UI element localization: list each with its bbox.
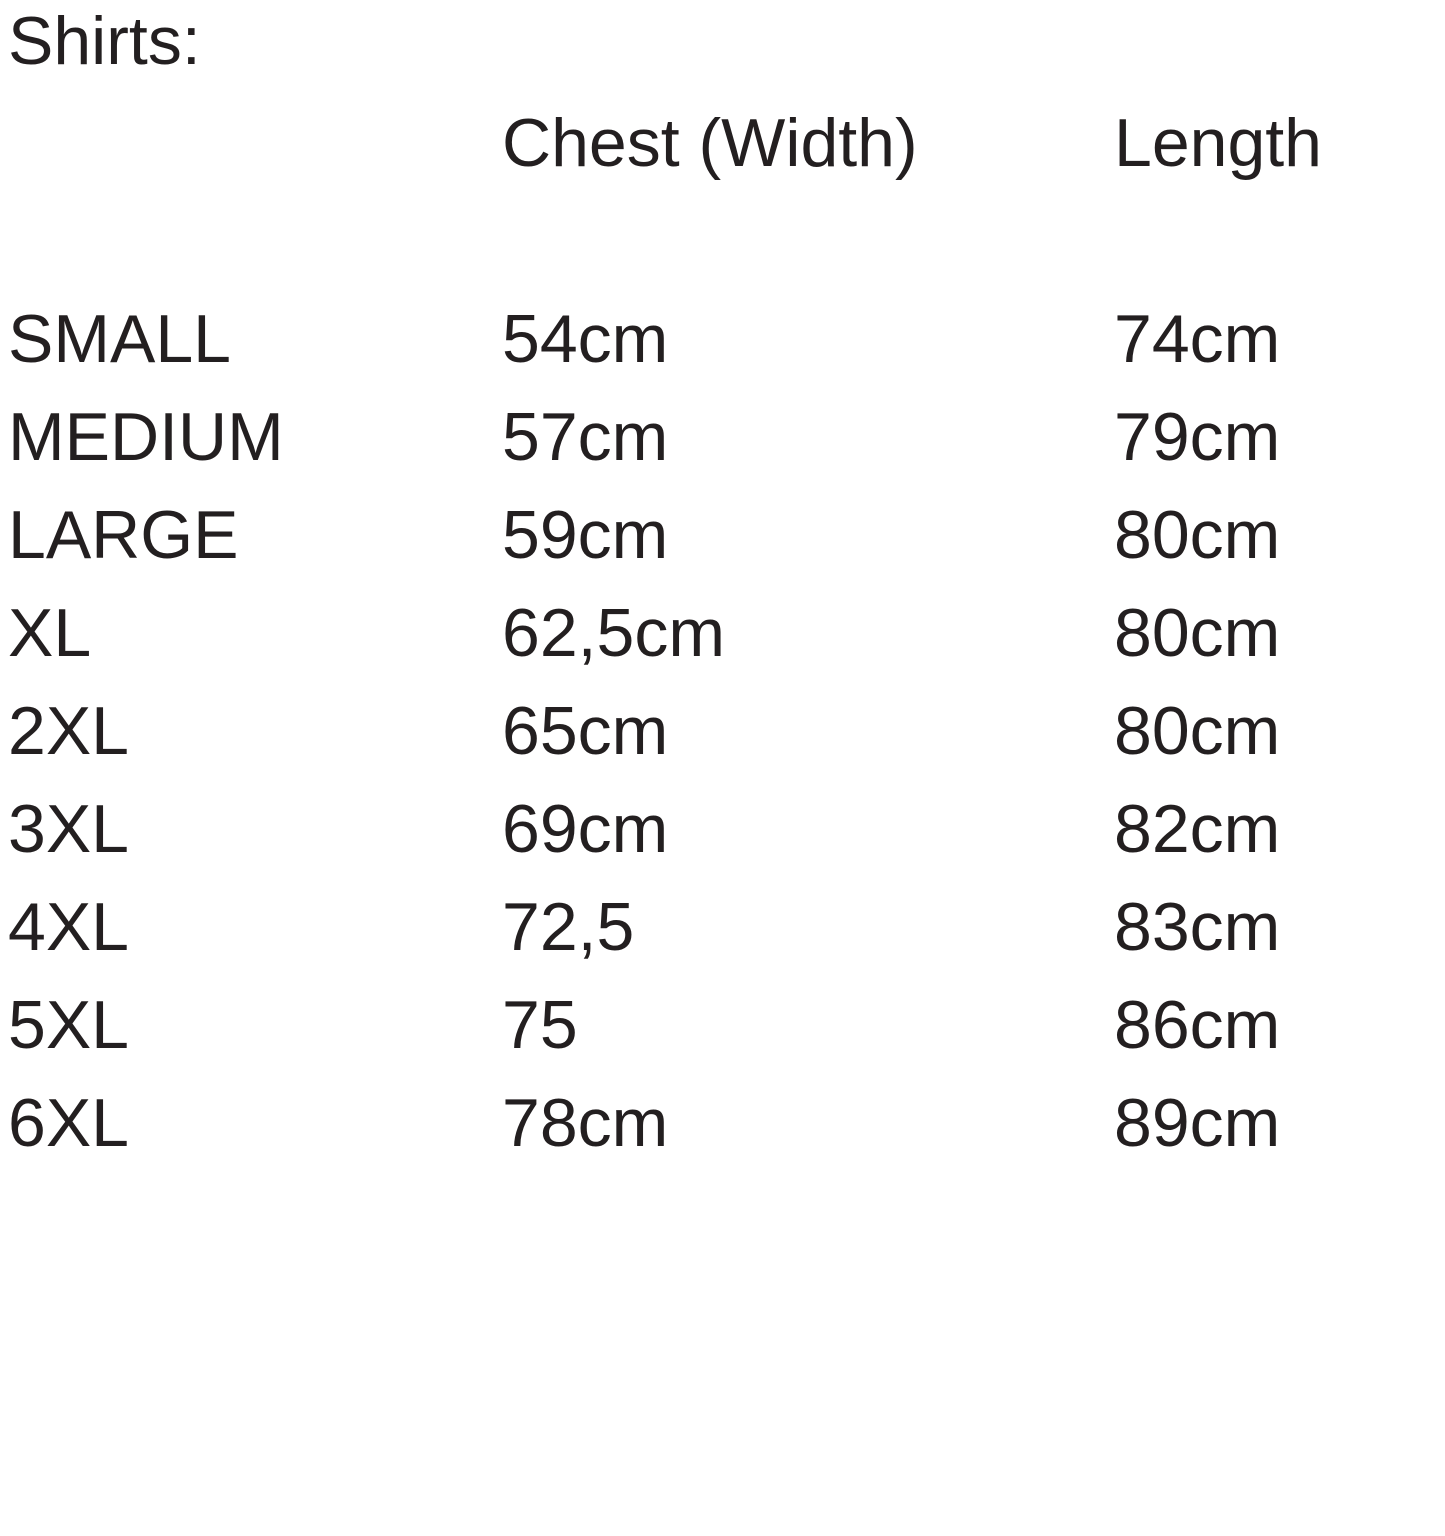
size-label: XL	[8, 595, 92, 671]
length-value: 74cm	[1114, 301, 1281, 377]
header-chest-cell: Chest (Width)	[502, 105, 918, 181]
size-label: LARGE	[8, 497, 239, 573]
table-row-xl	[8, 584, 1438, 682]
chest-value: 65cm	[502, 693, 669, 769]
chest-value: 59cm	[502, 497, 669, 573]
chest-value: 78cm	[502, 1085, 669, 1161]
table-row-small	[8, 290, 1438, 388]
table-row-2xl	[8, 682, 1438, 780]
chest-value: 62,5cm	[502, 595, 725, 671]
table-row-6xl	[8, 1074, 1438, 1172]
length-value: 86cm	[1114, 987, 1281, 1063]
length-value: 80cm	[1114, 595, 1281, 671]
size-label: 3XL	[8, 791, 129, 867]
chest-value: 75	[502, 987, 578, 1063]
length-value: 83cm	[1114, 889, 1281, 965]
table-row-3xl	[8, 780, 1438, 878]
size-label: 6XL	[8, 1085, 129, 1161]
length-value: 89cm	[1114, 1085, 1281, 1161]
size-label: 5XL	[8, 987, 129, 1063]
length-value: 80cm	[1114, 497, 1281, 573]
chest-value: 72,5	[502, 889, 635, 965]
length-value: 80cm	[1114, 693, 1281, 769]
size-label: 4XL	[8, 889, 129, 965]
table-row-4xl	[8, 878, 1438, 976]
table-row-large	[8, 486, 1438, 584]
chest-value: 57cm	[502, 399, 669, 475]
table-row-medium	[8, 388, 1438, 486]
size-label: SMALL	[8, 301, 231, 377]
size-table	[8, 94, 1438, 1172]
chest-value: 54cm	[502, 301, 669, 377]
size-label: 2XL	[8, 693, 129, 769]
size-label: MEDIUM	[8, 399, 284, 475]
header-spacer	[8, 192, 1438, 290]
header-length-cell: Length	[1114, 105, 1322, 181]
length-value: 79cm	[1114, 399, 1281, 475]
table-row-5xl	[8, 976, 1438, 1074]
chest-value: 69cm	[502, 791, 669, 867]
length-value: 82cm	[1114, 791, 1281, 867]
table-header-row	[8, 94, 1438, 192]
page-title: Shirts:	[8, 3, 201, 79]
